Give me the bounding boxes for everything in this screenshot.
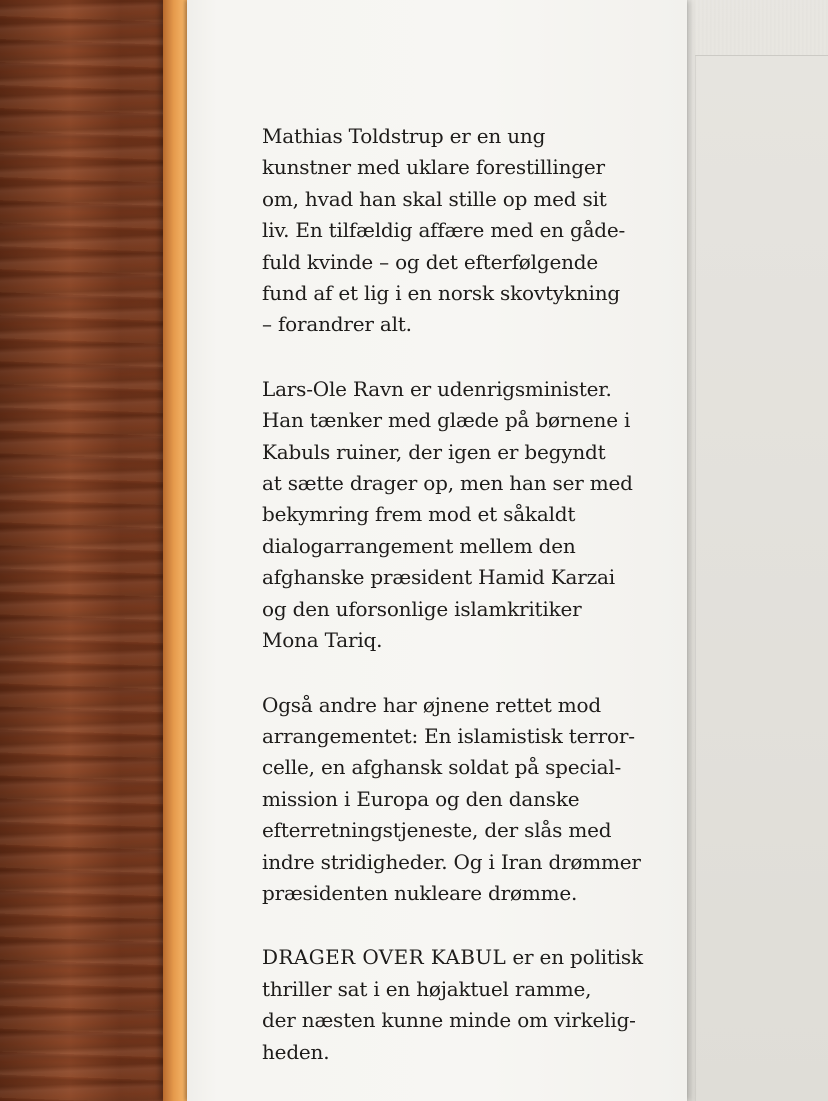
text-line: at sætte drager op, men han ser med: [262, 471, 633, 496]
paragraph-3: [262, 690, 652, 910]
text-line: kunstner med uklare forestillinger: [262, 155, 605, 180]
text-line: fuld kvinde – og det efterfølgende: [262, 249, 598, 274]
text-line: Kabuls ruiner, der igen er begyndt: [262, 439, 606, 464]
text-line: indre stridigheder. Og i Iran drømmer: [262, 849, 641, 874]
book-title: DRAGER OVER KABUL: [262, 945, 507, 970]
text-line: Mathias Toldstrup er en ung: [262, 124, 546, 148]
text-line: mission i Europa og den danske: [262, 786, 580, 811]
text-fragment: er en politisk: [506, 945, 643, 970]
text-line: liv. En tilfældig affære med en gåde-: [262, 218, 626, 243]
background-page-fold: [695, 55, 828, 1101]
flap-text: [262, 121, 652, 1101]
text-line: dialogarrangement mellem den: [262, 533, 576, 558]
text-line: [262, 942, 652, 973]
text-line: arrangementet: En islamistisk terror-: [262, 723, 635, 748]
text-line: efterretningstjeneste, der slås med: [262, 818, 612, 843]
paragraph-1: [262, 121, 652, 341]
text-line: Lars-Ole Ravn er udenrigsminister.: [262, 376, 612, 401]
text-line: der næsten kunne minde om virkelig-: [262, 1008, 636, 1033]
paragraph-4: [262, 942, 652, 1068]
text-line: – forandrer alt.: [262, 312, 412, 337]
text-line: præsidenten nukleare drømme.: [262, 880, 578, 905]
paragraph-2: [262, 374, 652, 657]
text-line: fund af et lig i en norsk skovtykning: [262, 281, 620, 306]
text-line: Han tænker med glæde på børnene i: [262, 408, 631, 433]
text-line: Også andre har øjnene rettet mod: [262, 692, 601, 717]
text-line: heden.: [262, 1039, 330, 1064]
text-line: thriller sat i en højaktuel ramme,: [262, 976, 592, 1001]
text-line: afghanske præsident Hamid Karzai: [262, 565, 615, 590]
text-line: bekymring frem mod et såkaldt: [262, 502, 576, 527]
text-line: celle, en afghansk soldat på special-: [262, 755, 622, 780]
text-line: om, hvad han skal stille op med sit: [262, 186, 607, 211]
text-line: Mona Tariq.: [262, 628, 383, 653]
text-line: og den uforsonlige islamkritiker: [262, 596, 582, 621]
